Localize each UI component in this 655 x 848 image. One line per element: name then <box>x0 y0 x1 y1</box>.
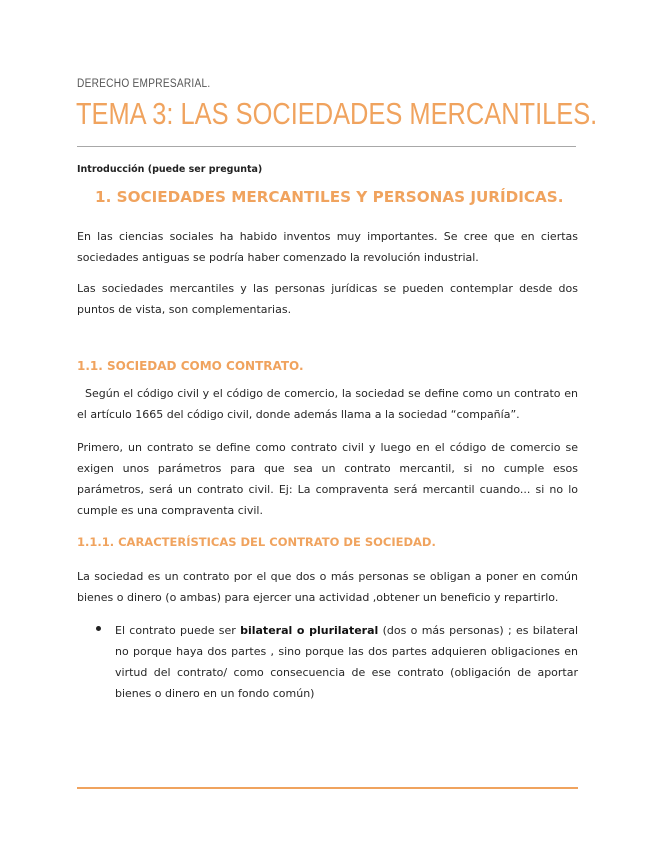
section-heading-1-1: 1.1. SOCIEDAD COMO CONTRATO. <box>77 359 304 373</box>
paragraph-1: En las ciencias sociales ha habido inventos muy importantes. Se cree que en ciertas sociedades antiguas se podría haber comenzado la revolución industrial. <box>77 230 578 264</box>
paragraph-5: La sociedad es un contrato por el que dos o más personas se obligan a poner en común bienes o dinero (o ambas) para ejercer una actividad ,obtener un beneficio y repartirlo. <box>77 570 578 604</box>
bullet-text <box>115 620 578 704</box>
bullet-text-start: El contrato puede ser <box>115 624 241 637</box>
bullet-text-bold: bilateral o plurilateral <box>240 624 379 637</box>
subject-label: DERECHO EMPRESARIAL. <box>77 78 211 90</box>
section-heading-1: 1. SOCIEDADES MERCANTILES Y PERSONAS JURÍDICAS. <box>95 188 564 206</box>
page-title: TEMA 3: LAS SOCIEDADES MERCANTILES. <box>76 96 598 131</box>
paragraph-2: Las sociedades mercantiles y las personas jurídicas se pueden contemplar desde dos puntos de vista, son complementarias. <box>77 282 578 316</box>
paragraph-4: Primero, un contrato se define como contrato civil y luego en el código de comercio se exigen unos parámetros para que sea un contrato mercantil, si no cumple esos parámetros, será un contrato civil. Ej: La compraventa será mercantil cuando... si no lo cumple es una compraventa civil. <box>77 441 578 517</box>
intro-note: Introducción (puede ser pregunta) <box>77 164 263 175</box>
title-divider <box>77 146 576 147</box>
bullet-text-end: (dos o más personas) ; es bilateral no porque haya dos partes , sino porque las dos partes adquieren obligaciones en virtud del contrato/ como consecuencia de ese contrato (obligación de aportar bienes o dinero en un fondo común) <box>115 624 579 700</box>
footer-divider <box>77 787 578 789</box>
bullet-icon <box>96 626 101 631</box>
paragraph-3: Según el código civil y el código de comercio, la sociedad se define como un contrato en el artículo 1665 del código civil, donde además llama a la sociedad “compañía”. <box>77 387 578 421</box>
section-heading-1-1-1: 1.1.1. CARACTERÍSTICAS DEL CONTRATO DE SOCIEDAD. <box>77 535 436 549</box>
